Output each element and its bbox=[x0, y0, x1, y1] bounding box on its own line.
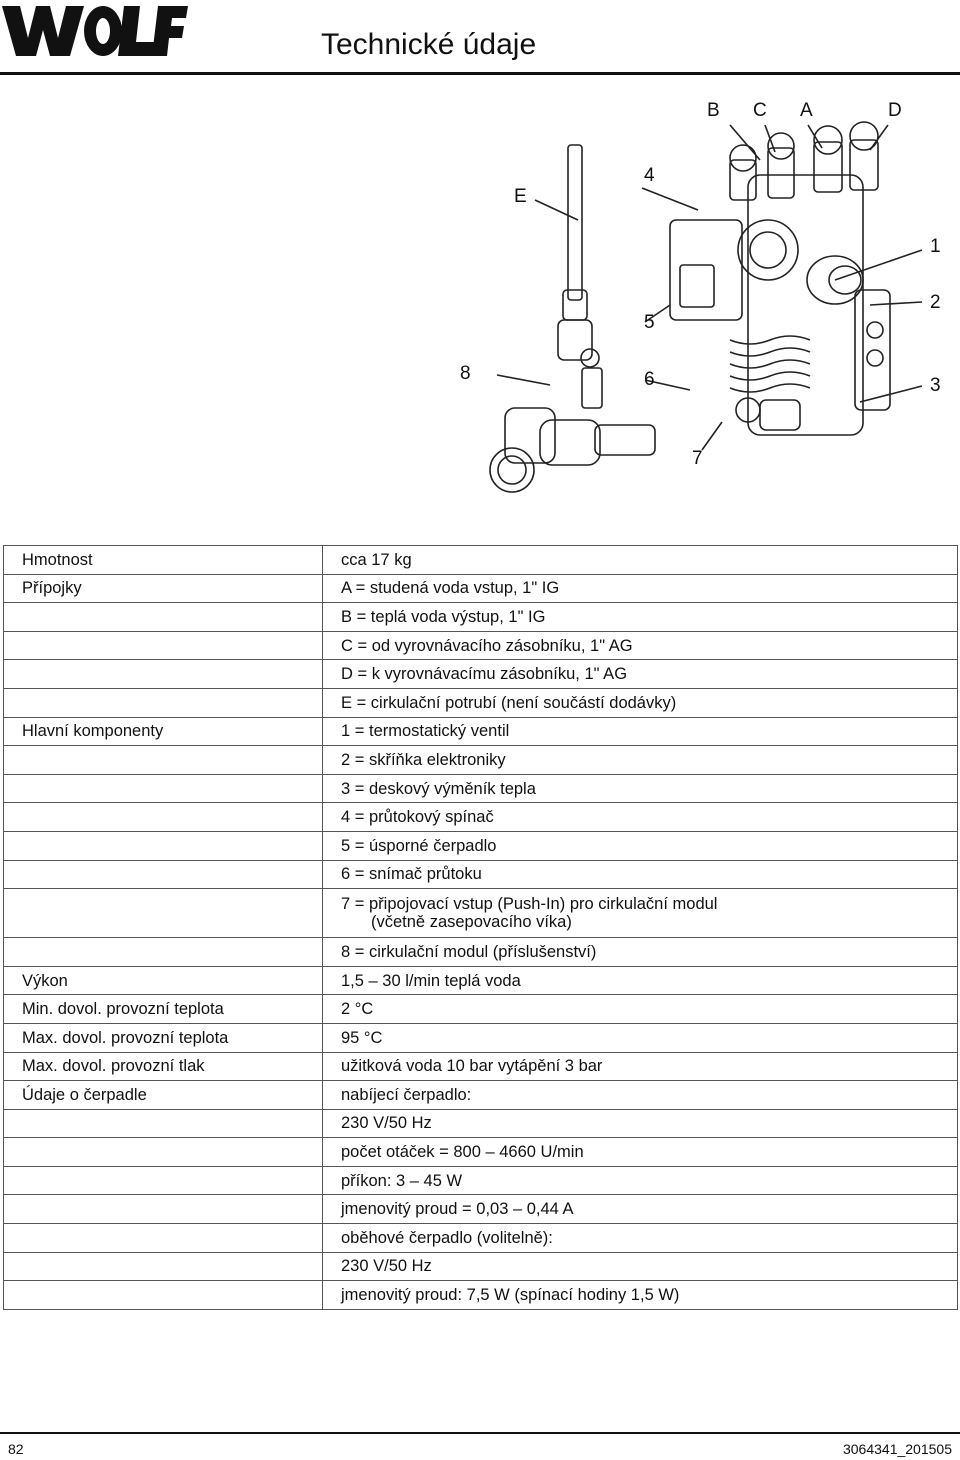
spec-row bbox=[4, 1166, 958, 1195]
spec-value bbox=[323, 1281, 958, 1310]
spec-label bbox=[4, 688, 323, 717]
spec-value-text: E = cirkulační potrubí (není součástí dodávky) bbox=[341, 693, 677, 712]
spec-value-text: 1,5 – 30 l/min teplá voda bbox=[341, 971, 521, 990]
callout-label: 7 bbox=[692, 448, 703, 469]
spec-value-text: A = studená voda vstup, 1" IG bbox=[341, 579, 560, 598]
spec-value-text: cca 17 kg bbox=[341, 550, 412, 569]
spec-value-text: příkon: 3 – 45 W bbox=[341, 1171, 463, 1190]
spec-row bbox=[4, 966, 958, 995]
spec-value-text: jmenovitý proud: 7,5 W (spínací hodiny 1,5 W) bbox=[341, 1286, 680, 1305]
spec-value-text: 2 °C bbox=[341, 1000, 374, 1019]
spec-value-text: 2 = skříňka elektroniky bbox=[341, 750, 506, 769]
spec-row bbox=[4, 774, 958, 803]
spec-row bbox=[4, 688, 958, 717]
spec-label bbox=[4, 803, 323, 832]
spec-label bbox=[4, 1109, 323, 1138]
spec-value bbox=[323, 1252, 958, 1281]
spec-value bbox=[323, 1081, 958, 1110]
spec-label: Údaje o čerpadle bbox=[4, 1081, 323, 1110]
spec-value bbox=[323, 889, 958, 938]
spec-value bbox=[323, 995, 958, 1024]
spec-row bbox=[4, 1052, 958, 1081]
spec-value-text: 5 = úsporné čerpadlo bbox=[341, 836, 497, 855]
spec-row bbox=[4, 1195, 958, 1224]
spec-row bbox=[4, 1224, 958, 1253]
diagram-drawing bbox=[430, 90, 960, 510]
spec-value-text: 230 V/50 Hz bbox=[341, 1257, 432, 1276]
spec-value bbox=[323, 574, 958, 603]
spec-value bbox=[323, 1195, 958, 1224]
spec-value-text: 230 V/50 Hz bbox=[341, 1114, 432, 1133]
spec-row bbox=[4, 831, 958, 860]
callout-label: 5 bbox=[644, 312, 655, 333]
spec-row bbox=[4, 1109, 958, 1138]
spec-value bbox=[323, 603, 958, 632]
spec-value-text: nabíjecí čerpadlo: bbox=[341, 1085, 472, 1104]
spec-label: Min. dovol. provozní teplota bbox=[4, 995, 323, 1024]
page-number: 82 bbox=[8, 1441, 24, 1457]
spec-row bbox=[4, 1023, 958, 1052]
spec-row bbox=[4, 1081, 958, 1110]
spec-label bbox=[4, 1138, 323, 1167]
spec-label: Max. dovol. provozní teplota bbox=[4, 1023, 323, 1052]
spec-value bbox=[323, 717, 958, 746]
product-diagram bbox=[430, 90, 960, 510]
spec-label bbox=[4, 774, 323, 803]
spec-row bbox=[4, 574, 958, 603]
spec-label bbox=[4, 938, 323, 967]
callout-label: E bbox=[514, 186, 527, 207]
spec-value-text: 1 = termostatický ventil bbox=[341, 722, 510, 741]
spec-value-text: C = od vyrovnávacího zásobníku, 1" AG bbox=[341, 636, 633, 655]
spec-row bbox=[4, 1281, 958, 1310]
spec-value-text: B = teplá voda výstup, 1" IG bbox=[341, 607, 546, 626]
spec-row bbox=[4, 860, 958, 889]
spec-label bbox=[4, 746, 323, 775]
spec-value bbox=[323, 746, 958, 775]
wolf-logo bbox=[0, 0, 190, 62]
spec-label: Max. dovol. provozní tlak bbox=[4, 1052, 323, 1081]
spec-label: Hmotnost bbox=[4, 546, 323, 575]
document-number: 3064341_201505 bbox=[842, 1441, 952, 1457]
spec-label: Výkon bbox=[4, 966, 323, 995]
spec-row bbox=[4, 631, 958, 660]
spec-value-text: 8 = cirkulační modul (příslušenství) bbox=[341, 942, 597, 961]
spec-value-continuation: (včetně zasepovacího víka) bbox=[371, 913, 572, 932]
spec-label bbox=[4, 1252, 323, 1281]
spec-value bbox=[323, 1224, 958, 1253]
spec-row bbox=[4, 546, 958, 575]
spec-value-text: jmenovitý proud = 0,03 – 0,44 A bbox=[341, 1200, 574, 1219]
spec-label: Hlavní komponenty bbox=[4, 717, 323, 746]
spec-row bbox=[4, 938, 958, 967]
callout-label: A bbox=[800, 100, 813, 121]
spec-value-text: 95 °C bbox=[341, 1028, 383, 1047]
callout-label: D bbox=[888, 100, 902, 121]
spec-value bbox=[323, 660, 958, 689]
spec-value bbox=[323, 631, 958, 660]
spec-label bbox=[4, 889, 323, 938]
spec-label bbox=[4, 1195, 323, 1224]
spec-row bbox=[4, 660, 958, 689]
spec-value-text: 7 = připojovací vstup (Push-In) pro cirkulační modul bbox=[341, 895, 718, 914]
spec-value bbox=[323, 966, 958, 995]
spec-row bbox=[4, 889, 958, 938]
spec-value bbox=[323, 774, 958, 803]
spec-value bbox=[323, 1023, 958, 1052]
spec-label bbox=[4, 860, 323, 889]
spec-label bbox=[4, 660, 323, 689]
spec-row bbox=[4, 717, 958, 746]
callout-label: 8 bbox=[460, 363, 471, 384]
spec-value-text: 4 = průtokový spínač bbox=[341, 808, 494, 827]
callout-label: 4 bbox=[644, 165, 655, 186]
spec-value bbox=[323, 938, 958, 967]
callout-label: 1 bbox=[930, 236, 941, 257]
spec-value-text: D = k vyrovnávacímu zásobníku, 1" AG bbox=[341, 665, 628, 684]
callout-label: 2 bbox=[930, 292, 941, 313]
spec-row bbox=[4, 995, 958, 1024]
spec-label bbox=[4, 1281, 323, 1310]
spec-value bbox=[323, 831, 958, 860]
page-title: Technické údaje bbox=[321, 28, 537, 61]
spec-label bbox=[4, 631, 323, 660]
callout-label: C bbox=[753, 100, 767, 121]
spec-value-text: 3 = deskový výměník tepla bbox=[341, 779, 536, 798]
spec-value bbox=[323, 688, 958, 717]
spec-label bbox=[4, 603, 323, 632]
spec-row bbox=[4, 1252, 958, 1281]
callout-label: 6 bbox=[644, 369, 655, 390]
spec-value-text: užitková voda 10 bar vytápění 3 bar bbox=[341, 1057, 603, 1076]
spec-value bbox=[323, 803, 958, 832]
spec-label bbox=[4, 831, 323, 860]
callout-label: 3 bbox=[930, 375, 941, 396]
spec-value bbox=[323, 1109, 958, 1138]
specs-table-body bbox=[4, 546, 958, 1310]
spec-label bbox=[4, 1224, 323, 1253]
title-rule bbox=[0, 72, 960, 75]
spec-value bbox=[323, 1166, 958, 1195]
spec-value-text: 6 = snímač průtoku bbox=[341, 865, 482, 884]
spec-row bbox=[4, 603, 958, 632]
callout-label: B bbox=[707, 100, 720, 121]
spec-row bbox=[4, 803, 958, 832]
spec-row bbox=[4, 1138, 958, 1167]
footer-rule bbox=[0, 1432, 960, 1434]
specs-table bbox=[3, 545, 958, 1310]
spec-row bbox=[4, 746, 958, 775]
spec-label bbox=[4, 1166, 323, 1195]
spec-value bbox=[323, 1052, 958, 1081]
spec-value bbox=[323, 860, 958, 889]
spec-value-text: počet otáček = 800 – 4660 U/min bbox=[341, 1143, 584, 1162]
spec-value bbox=[323, 1138, 958, 1167]
spec-value-text: oběhové čerpadlo (volitelně): bbox=[341, 1228, 553, 1247]
spec-label: Přípojky bbox=[4, 574, 323, 603]
spec-value bbox=[323, 546, 958, 575]
